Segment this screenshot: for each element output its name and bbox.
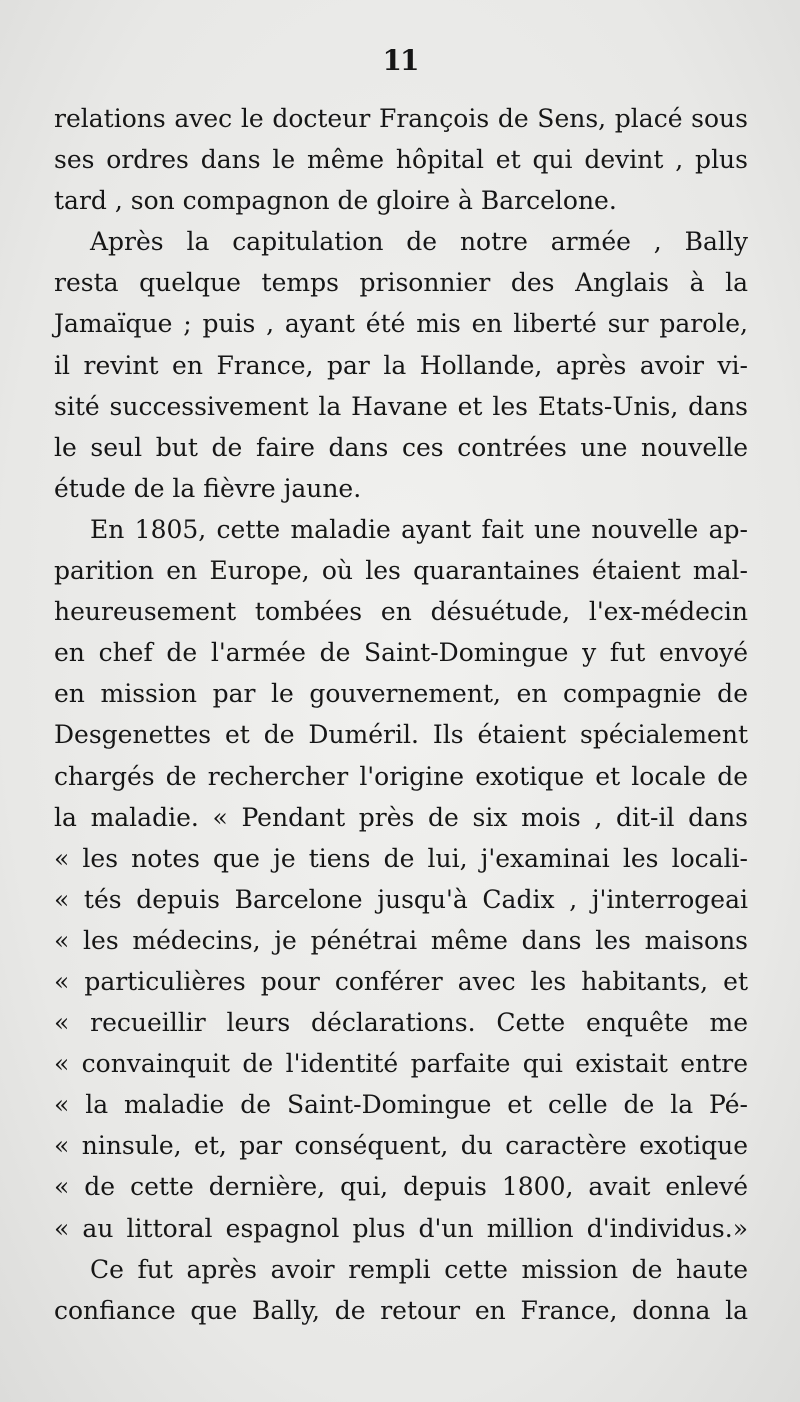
text-line: parition en Europe, où les quarantaines étaient mal- [54,556,748,586]
text-line: « au littoral espagnol plus d'un million d'individus.» [54,1213,748,1243]
text-line: ses ordres dans le même hôpital et qui devint , plus [54,145,748,175]
text-line: « la maladie de Saint-Domingue et celle de la Pé- [54,1090,748,1120]
text-line: « particulières pour conférer avec les habitants, et [54,966,748,996]
page-number: 11 [382,44,418,77]
text-line: « les médecins, je pénétrai même dans les maisons [54,925,748,955]
text-line: « les notes que je tiens de lui, j'examinai les locali- [54,843,748,873]
text-line: étude de la fièvre jaune. [54,473,362,503]
text-line: Jamaïque ; puis , ayant été mis en liberté sur parole, [54,309,748,339]
text-line: En 1805, cette maladie ayant fait une nouvelle ap- [90,514,748,544]
text-line: en chef de l'armée de Saint-Domingue y fut envoyé [54,638,748,668]
text-line: « convainquit de l'identité parfaite qui existait entre [54,1049,748,1079]
text-line: en mission par le gouvernement, en compagnie de [54,679,748,709]
body-text [54,98,748,1331]
text-line: Ce fut après avoir rempli cette mission de haute [90,1254,748,1284]
text-line: Desgenettes et de Duméril. Ils étaient spécialement [54,720,748,750]
text-line: Après la capitulation de notre armée , Bally [90,227,748,257]
text-line: « tés depuis Barcelone jusqu'à Cadix , j'interrogeai [54,884,748,914]
text-line: chargés de rechercher l'origine exotique et locale de [54,761,748,791]
text-line: heureusement tombées en désuétude, l'ex-médecin [54,597,748,627]
text-line: il revint en France, par la Hollande, après avoir vi- [54,350,748,380]
text-line: « ninsule, et, par conséquent, du caractère exotique [54,1131,748,1161]
text-line: tard , son compagnon de gloire à Barcelone. [54,186,617,216]
text-line: sité successivement la Havane et les Etats-Unis, dans [54,391,748,421]
text-line: la maladie. « Pendant près de six mois , dit-il dans [54,802,748,832]
text-line: « de cette dernière, qui, depuis 1800, avait enlevé [54,1172,748,1202]
text-line: « recueillir leurs déclarations. Cette enquête me [54,1008,748,1038]
text-line: le seul but de faire dans ces contrées une nouvelle [54,432,748,462]
text-line: confiance que Bally, de retour en France, donna la [54,1295,748,1325]
text-line: relations avec le docteur François de Sens, placé sous [54,104,748,133]
text-line: resta quelque temps prisonnier des Anglais à la [54,268,748,298]
